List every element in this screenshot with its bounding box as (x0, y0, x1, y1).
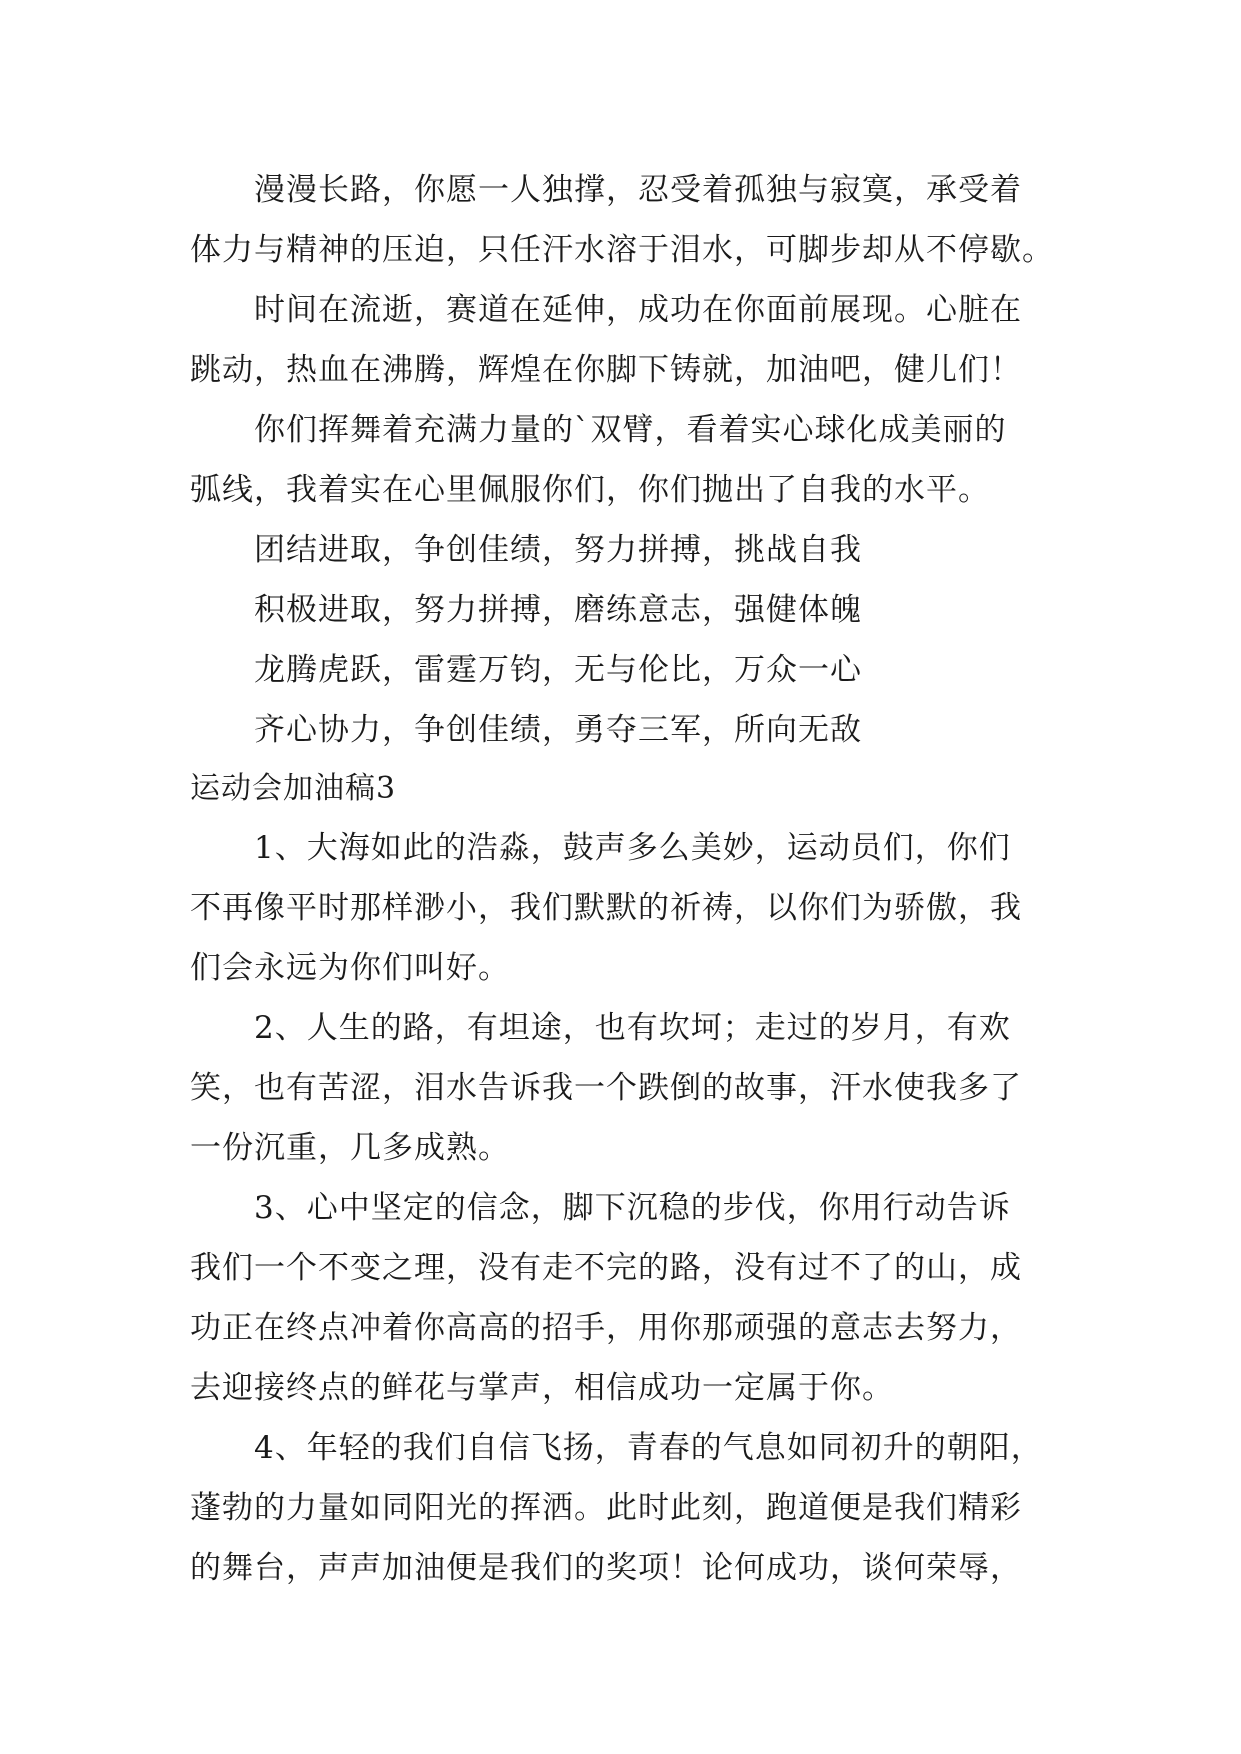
paragraph-line: 漫漫长路，你愿一人独撑，忍受着孤独与寂寞，承受着 (254, 172, 1022, 208)
slogan-line: 积极进取，努力拼搏，磨练意志，强健体魄 (254, 592, 862, 628)
paragraph-line: 1、大海如此的浩淼，鼓声多么美妙，运动员们，你们 (254, 830, 1011, 866)
slogan-line: 团结进取，争创佳绩，努力拼搏，挑战自我 (254, 532, 862, 568)
paragraph-line: 的舞台，声声加油便是我们的奖项！论何成功，谈何荣辱， (190, 1550, 1022, 1586)
paragraph-line: 3、心中坚定的信念，脚下沉稳的步伐，你用行动告诉 (254, 1190, 1011, 1226)
paragraph-line: 去迎接终点的鲜花与掌声，相信成功一定属于你。 (190, 1370, 894, 1406)
paragraph-line: 你们挥舞着充满力量的`双臂，看着实心球化成美丽的 (254, 412, 1007, 448)
paragraph-line: 2、人生的路，有坦途，也有坎坷；走过的岁月，有欢 (254, 1010, 1011, 1046)
paragraph-line: 蓬勃的力量如同阳光的挥洒。此时此刻，跑道便是我们精彩 (190, 1490, 1022, 1526)
paragraph-line: 时间在流逝，赛道在延伸，成功在你面前展现。心脏在 (254, 292, 1022, 328)
section-title: 运动会加油稿3 (190, 771, 397, 806)
paragraph-line: 弧线，我着实在心里佩服你们，你们抛出了自我的水平。 (190, 472, 990, 508)
slogan-line: 龙腾虎跃，雷霆万钧，无与伦比，万众一心 (254, 652, 862, 688)
paragraph-line: 跳动，热血在沸腾，辉煌在你脚下铸就，加油吧，健儿们！ (190, 352, 1022, 388)
paragraph-line: 们会永远为你们叫好。 (190, 950, 510, 986)
paragraph-line: 4、年轻的我们自信飞扬，青春的气息如同初升的朝阳， (254, 1430, 1043, 1466)
paragraph-line: 笑，也有苦涩，泪水告诉我一个跌倒的故事，汗水使我多了 (190, 1070, 1022, 1106)
paragraph-line: 体力与精神的压迫，只任汗水溶于泪水，可脚步却从不停歇。 (190, 232, 1054, 268)
slogan-line: 齐心协力，争创佳绩，勇夺三军，所向无敌 (254, 712, 862, 748)
document-body (190, 160, 1060, 1598)
paragraph-line: 功正在终点冲着你高高的招手，用你那顽强的意志去努力， (190, 1310, 1022, 1346)
paragraph-line: 一份沉重，几多成熟。 (190, 1130, 510, 1166)
paragraph-line: 不再像平时那样渺小，我们默默的祈祷，以你们为骄傲，我 (190, 890, 1022, 926)
paragraph-line: 我们一个不变之理，没有走不完的路，没有过不了的山，成 (190, 1250, 1022, 1286)
